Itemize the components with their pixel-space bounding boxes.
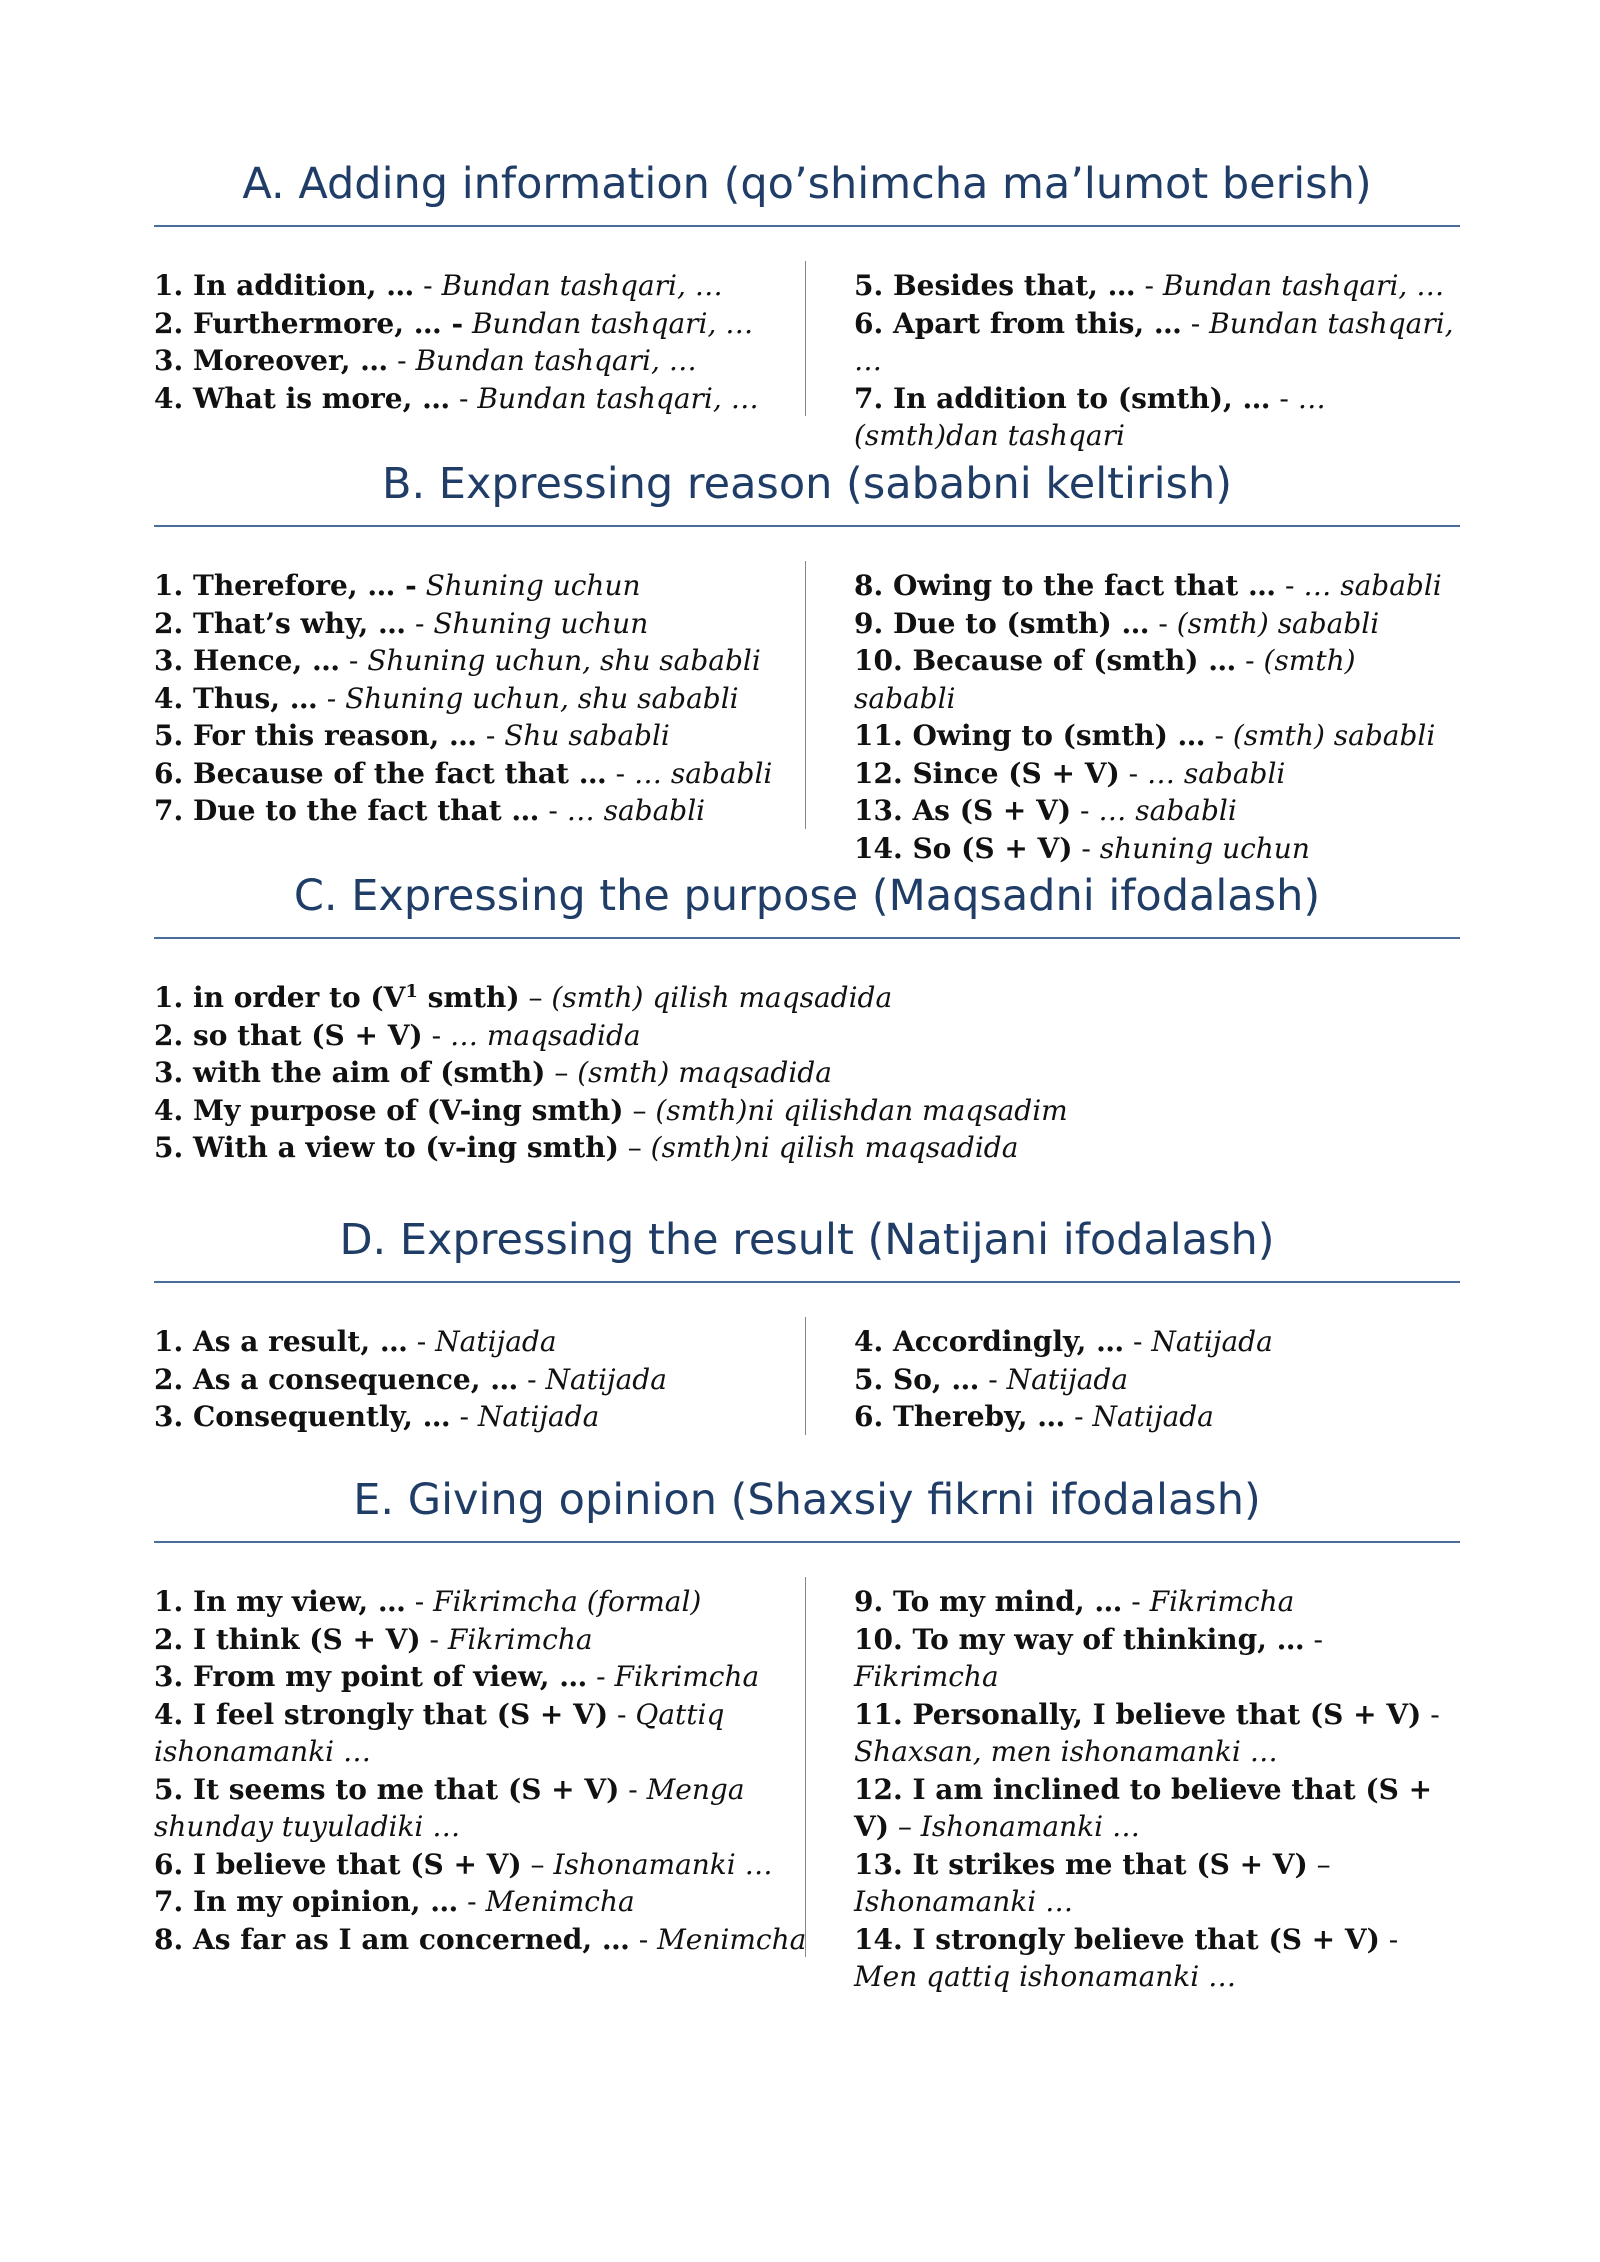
- phrase: 14. So (S + V): [854, 831, 1073, 865]
- section-title: C. Expressing the purpose (Maqsadni ifodalash): [293, 871, 1321, 921]
- phrase: 6. I believe that (S + V): [154, 1847, 522, 1881]
- section-title: A. Adding information (qo’shimcha ma’lumot berish): [242, 159, 1372, 209]
- list-item: [854, 605, 1460, 643]
- separator: -: [1304, 1622, 1324, 1656]
- phrase: 13. As (S + V): [854, 794, 1072, 827]
- translation: Fikrimcha: [447, 1622, 593, 1656]
- title-rule: [154, 1281, 1460, 1283]
- translation: Bundan tashqari, …: [854, 306, 1454, 377]
- separator: -: [1065, 1400, 1093, 1433]
- list-item: [154, 1361, 834, 1399]
- phrase: 4. Accordingly, …: [854, 1325, 1125, 1358]
- translation: Shu sababli: [504, 719, 670, 752]
- translation: Natijada: [477, 1400, 600, 1433]
- list-item: [154, 979, 1460, 1017]
- translation: (smth) maqsadida: [577, 1056, 832, 1089]
- list-item: [854, 305, 1460, 380]
- translation: (smth) sababli: [1176, 606, 1380, 640]
- list-item: [854, 1583, 1460, 1621]
- translation: shuning uchun: [1099, 831, 1310, 865]
- phrase: [154, 981, 520, 1014]
- phrase: 5. With a view to (v-ing smth): [154, 1131, 619, 1164]
- list-item: [154, 1883, 774, 1921]
- list-item: [154, 1398, 834, 1436]
- translation: Menimcha: [485, 1885, 635, 1918]
- phrase: 13. It strikes me that (S + V): [854, 1847, 1308, 1881]
- phrase: 9. Due to (smth) …: [854, 606, 1150, 640]
- separator: -: [388, 344, 416, 377]
- phrase: 8. Owing to the fact that …: [854, 569, 1277, 602]
- separator: –: [545, 1056, 578, 1089]
- section-adding-information: [154, 153, 1460, 452]
- phrase: 5. For this reason, …: [154, 719, 477, 752]
- column-divider: [805, 1577, 806, 1957]
- list-item: [154, 792, 834, 830]
- list-item: [154, 1323, 834, 1361]
- phrase: 5. Besides that, …: [854, 269, 1136, 302]
- separator: -: [405, 1585, 434, 1618]
- translation: Bundan tashqari, …: [471, 306, 754, 340]
- phrase: 3. Moreover, …: [154, 344, 389, 377]
- list-item: [154, 305, 834, 343]
- separator: -: [450, 1400, 478, 1433]
- separator: -: [1072, 831, 1100, 865]
- separator: -: [1276, 569, 1304, 602]
- phrase: 11. Owing to (smth) …: [854, 719, 1206, 752]
- translation: Fikrimcha: [614, 1660, 760, 1693]
- list-item: [154, 1621, 774, 1659]
- left-column: [154, 267, 834, 417]
- phrase: 5. It seems to me that (S + V): [154, 1772, 620, 1806]
- translation: (smth) qilish maqsadida: [551, 981, 893, 1014]
- separator: –: [618, 1131, 651, 1164]
- separator: -: [414, 269, 442, 302]
- phrase: 2. That’s why, …: [154, 606, 407, 640]
- phrase: 1. Therefore, … -: [154, 569, 417, 602]
- separator: -: [422, 1018, 450, 1052]
- translation: … sababli: [1303, 569, 1442, 602]
- translation: … maqsadida: [449, 1018, 641, 1052]
- translation: Natijada: [435, 1325, 557, 1358]
- separator: -: [458, 1885, 486, 1918]
- phrase: 2. Furthermore, … -: [154, 306, 464, 340]
- list-item: [154, 755, 834, 793]
- list-item: [854, 1621, 1460, 1696]
- list-item: [154, 1017, 1460, 1055]
- list-item: [154, 1583, 774, 1621]
- separator: -: [1421, 1697, 1440, 1731]
- list-item: [854, 1696, 1460, 1771]
- list-item: [854, 1921, 1460, 1996]
- section-expressing-reason: [154, 453, 1460, 865]
- list-item: [854, 1846, 1460, 1921]
- separator: -: [1379, 1922, 1399, 1956]
- list-item: [154, 1771, 774, 1846]
- phrase: 3. From my point of view, …: [154, 1660, 588, 1693]
- separator: -: [1122, 1585, 1150, 1618]
- translation: Menimcha: [657, 1922, 807, 1956]
- right-column: [854, 567, 1460, 867]
- translation: Bundan tashqari, …: [477, 381, 759, 415]
- list-item: [854, 267, 1460, 305]
- list-item: [154, 1054, 1460, 1092]
- translation: Fikrimcha (formal): [433, 1585, 702, 1618]
- section-columns: [154, 1323, 1460, 1436]
- title-rule: [154, 937, 1460, 939]
- section-columns: [154, 1583, 1460, 1993]
- section-expressing-purpose: [154, 865, 1460, 1167]
- translation: (smth) sababli: [1232, 719, 1436, 752]
- translation: Natijada: [1006, 1362, 1129, 1396]
- separator: -: [1149, 606, 1177, 640]
- phrase: 7. In my opinion, …: [154, 1885, 459, 1918]
- phrase: 4. I feel strongly that (S + V): [154, 1697, 609, 1731]
- translation: Bundan tashqari, …: [1162, 269, 1445, 302]
- section-giving-opinion: [154, 1469, 1460, 1993]
- right-column: [854, 1323, 1460, 1436]
- list-item: [854, 830, 1460, 868]
- separator: -: [1270, 381, 1298, 415]
- phrase: 6. Because of the fact that …: [154, 756, 607, 790]
- translation: Shuning uchun, shu sababli: [367, 644, 761, 677]
- phrase: 2. I think (S + V): [154, 1622, 421, 1656]
- translation: … sababli: [1146, 756, 1286, 790]
- phrase: 9. To my mind, …: [854, 1585, 1123, 1618]
- translation: (smth)ni qilishdan maqsadim: [655, 1093, 1068, 1127]
- right-column: [854, 1583, 1460, 1996]
- separator: –: [888, 1810, 921, 1843]
- phrase: 2. As a consequence, …: [154, 1362, 519, 1396]
- phrase: 3. Consequently, …: [154, 1400, 451, 1433]
- separator: -: [476, 719, 505, 752]
- title-rule: [154, 225, 1460, 227]
- list-item: [154, 1092, 1460, 1130]
- section-title: B. Expressing reason (sababni keltirish): [381, 459, 1233, 509]
- list-item: [154, 1846, 774, 1884]
- translation: … sababli: [566, 794, 706, 827]
- separator: -: [407, 1325, 436, 1358]
- separator: [463, 307, 472, 340]
- section-columns: [154, 267, 1460, 452]
- translation: Qattiq ishonamanki …: [154, 1697, 725, 1768]
- title-rule: [154, 525, 1460, 527]
- section-title: E. Giving opinion (Shaxsiy fikrni ifodalash): [353, 1475, 1261, 1525]
- separator: -: [1205, 719, 1233, 752]
- separator: -: [608, 1697, 636, 1731]
- phrase-text: 1. in order to (V: [154, 981, 406, 1014]
- phrase: 5. So, …: [854, 1362, 980, 1396]
- phrase: 11. Personally, I believe that (S + V): [854, 1697, 1422, 1731]
- phrase: 7. In addition to (smth), …: [854, 381, 1271, 415]
- translation: Shuning uchun: [425, 569, 641, 602]
- translation: Fikrimcha: [1149, 1585, 1295, 1618]
- section-expressing-result: [154, 1209, 1460, 1436]
- separator: -: [629, 1922, 658, 1956]
- translation: Bundan tashqari, …: [415, 344, 697, 377]
- separator: -: [518, 1362, 546, 1396]
- separator: –: [519, 981, 552, 1014]
- translation: Shuning uchun, shu sababli: [345, 681, 739, 715]
- translation: Menga shunday tuyuladiki …: [154, 1772, 745, 1843]
- single-column: [154, 979, 1460, 1167]
- list-item: [854, 717, 1460, 755]
- list-item: [854, 567, 1460, 605]
- list-item: [154, 1658, 774, 1696]
- translation: Shuning uchun: [433, 606, 649, 640]
- separator: -: [619, 1772, 647, 1806]
- separator: -: [539, 794, 567, 827]
- left-column: [154, 1323, 834, 1436]
- list-item: [154, 717, 834, 755]
- separator: -: [450, 381, 478, 415]
- translation: … sababli: [633, 756, 773, 790]
- section-columns: [154, 567, 1460, 865]
- phrase: 3. Hence, …: [154, 644, 340, 677]
- translation: Natijada: [545, 1362, 667, 1396]
- translation: Men qattiq ishonamanki …: [854, 1960, 1237, 1993]
- list-item: [854, 642, 1460, 717]
- phrase: 6. Thereby, …: [854, 1400, 1066, 1433]
- separator: -: [587, 1660, 615, 1693]
- phrase: 3. with the aim of (smth): [154, 1056, 546, 1089]
- phrase: 7. Due to the fact that …: [154, 794, 540, 827]
- translation: Fikrimcha: [854, 1660, 999, 1693]
- phrase: 4. Thus, …: [154, 681, 318, 715]
- separator: –: [623, 1093, 656, 1127]
- phrase: 1. As a result, …: [154, 1325, 408, 1358]
- superscript: 1: [405, 981, 418, 1002]
- left-column: [154, 1583, 807, 1958]
- list-item: [854, 755, 1460, 793]
- list-item: [154, 680, 834, 718]
- list-item: [154, 1921, 807, 1959]
- phrase: 8. As far as I am concerned, …: [154, 1922, 630, 1956]
- section-title: D. Expressing the result (Natijani ifodalash): [339, 1215, 1275, 1265]
- phrase-text: smth): [417, 981, 520, 1014]
- phrase: 6. Apart from this, …: [854, 306, 1182, 340]
- phrase: 12. I am inclined to believe that (S + V): [854, 1772, 1433, 1843]
- translation: Ishonamanki …: [920, 1810, 1140, 1843]
- separator: -: [979, 1362, 1007, 1396]
- separator: -: [406, 606, 434, 640]
- list-item: [154, 642, 834, 680]
- separator: -: [339, 644, 368, 677]
- list-item: [154, 380, 834, 418]
- separator: -: [1236, 644, 1264, 677]
- phrase: 4. My purpose of (V-ing smth): [154, 1093, 624, 1127]
- left-column: [154, 567, 834, 830]
- list-item: [154, 1696, 774, 1771]
- separator: -: [1181, 306, 1210, 340]
- separator: -: [1124, 1325, 1152, 1358]
- list-item: [854, 1361, 1460, 1399]
- translation: …(smth)dan tashqari: [854, 381, 1326, 452]
- list-item: [154, 605, 834, 643]
- translation: (smth)ni qilish maqsadida: [650, 1131, 1019, 1164]
- translation: … sababli: [1098, 794, 1237, 827]
- separator: -: [1119, 756, 1147, 790]
- phrase: 2. so that (S + V): [154, 1018, 423, 1052]
- translation: Ishonamanki …: [854, 1885, 1074, 1918]
- phrase: 1. In addition, …: [154, 269, 415, 302]
- phrase: 10. Because of (smth) …: [854, 644, 1237, 677]
- list-item: [154, 267, 834, 305]
- separator: -: [1135, 269, 1163, 302]
- phrase: 4. What is more, …: [154, 381, 451, 415]
- translation: Ishonamanki …: [553, 1847, 773, 1881]
- list-item: [854, 380, 1460, 455]
- phrase: 12. Since (S + V): [854, 756, 1120, 790]
- separator: [417, 569, 426, 602]
- separator: –: [1307, 1847, 1331, 1881]
- separator: -: [606, 756, 634, 790]
- separator: -: [420, 1622, 448, 1656]
- separator: -: [1071, 794, 1099, 827]
- list-item: [154, 567, 834, 605]
- phrase: 10. To my way of thinking, …: [854, 1622, 1305, 1656]
- right-column: [854, 267, 1460, 455]
- list-item: [854, 1323, 1460, 1361]
- title-rule: [154, 1541, 1460, 1543]
- phrase: 14. I strongly believe that (S + V): [854, 1922, 1380, 1956]
- translation: Natijada: [1151, 1325, 1273, 1358]
- translation: (smth) sababli: [854, 644, 1356, 715]
- translation: Natijada: [1092, 1400, 1214, 1433]
- translation: Shaxsan, men ishonamanki …: [854, 1735, 1278, 1768]
- translation: Bundan tashqari, …: [441, 269, 723, 302]
- list-item: [854, 792, 1460, 830]
- list-item: [854, 1398, 1460, 1436]
- list-item: [154, 1129, 1460, 1167]
- separator: –: [521, 1847, 554, 1881]
- list-item: [154, 342, 834, 380]
- section-columns: [154, 979, 1460, 1167]
- phrase: 1. In my view, …: [154, 1585, 406, 1618]
- separator: -: [317, 681, 346, 715]
- list-item: [854, 1771, 1460, 1846]
